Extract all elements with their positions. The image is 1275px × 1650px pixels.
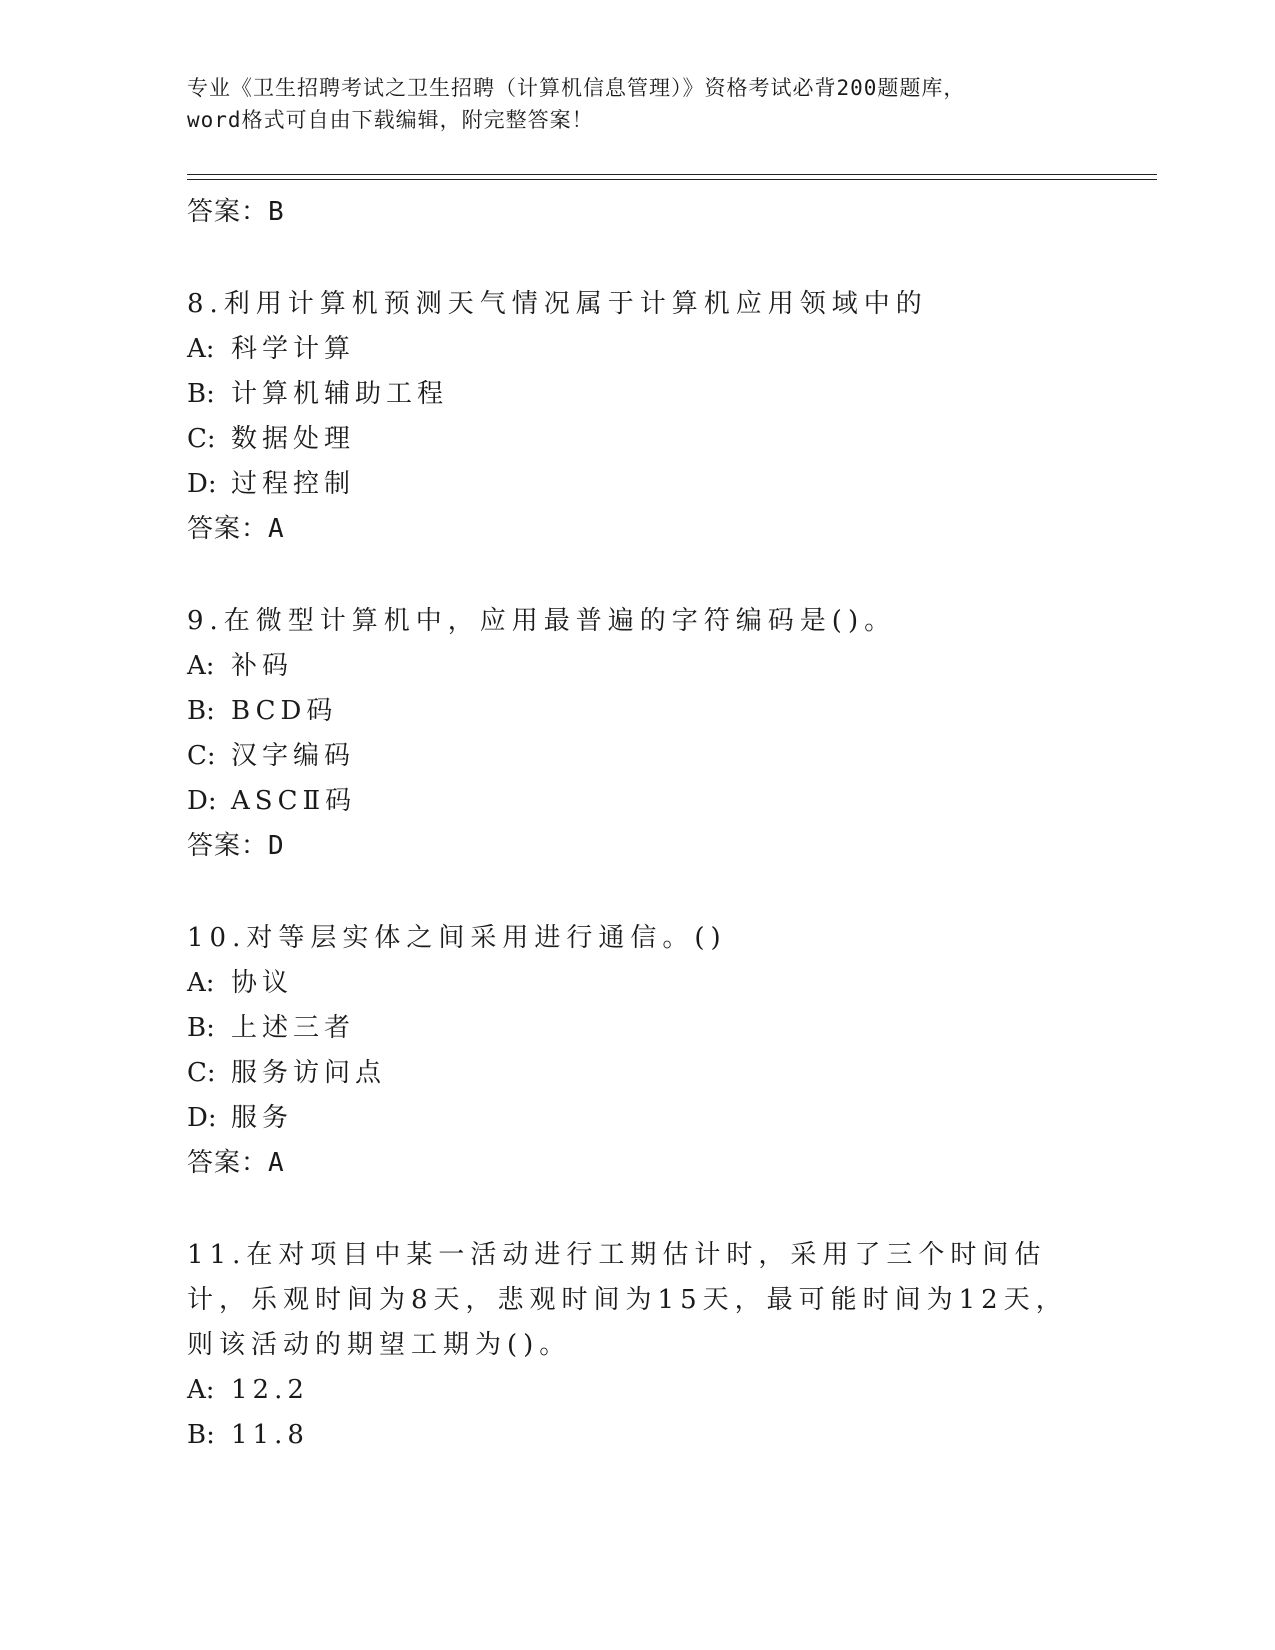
option-b xyxy=(187,1413,1087,1458)
spacer xyxy=(187,551,1087,599)
option-letter: B: xyxy=(187,379,215,409)
option-letter: D: xyxy=(187,469,217,499)
option-d xyxy=(187,1096,1087,1141)
question-text: 8.利用计算机预测天气情况属于计算机应用领域中的 xyxy=(187,289,928,319)
option-a xyxy=(187,644,1087,689)
option-letter: A: xyxy=(187,968,215,998)
header-divider-top xyxy=(187,174,1157,175)
option-text: 数据处理 xyxy=(231,424,356,454)
option-letter: A: xyxy=(187,1375,215,1405)
answer-line: 答案：A xyxy=(187,1148,285,1178)
question-text: 10.对等层实体之间采用进行通信。() xyxy=(187,923,727,953)
option-text: BCD码 xyxy=(231,696,338,726)
option-text: 上述三者 xyxy=(231,1013,356,1043)
answer-line: 答案：B xyxy=(187,197,285,227)
question-text: 9.在微型计算机中，应用最普遍的字符编码是()。 xyxy=(187,606,897,636)
option-d xyxy=(187,779,1087,824)
question-block xyxy=(187,916,1087,1185)
spacer xyxy=(187,1185,1087,1233)
option-text: ASCⅡ码 xyxy=(231,786,357,816)
question-block xyxy=(187,1233,1087,1458)
answer-line: 答案：A xyxy=(187,514,285,544)
header-line-2: word格式可自由下载编辑，附完整答案！ xyxy=(187,108,594,132)
option-text: 补码 xyxy=(231,651,294,681)
spacer xyxy=(187,234,1087,282)
header-line-1: 专业《卫生招聘考试之卫生招聘（计算机信息管理）》资格考试必背200题题库， xyxy=(187,76,966,100)
option-letter: D: xyxy=(187,786,217,816)
option-c xyxy=(187,734,1087,779)
option-letter: B: xyxy=(187,1013,215,1043)
option-text: 科学计算 xyxy=(231,334,356,364)
option-b xyxy=(187,1006,1087,1051)
option-text: 汉字编码 xyxy=(231,741,356,771)
option-letter: B: xyxy=(187,1420,215,1450)
option-a xyxy=(187,961,1087,1006)
option-text: 11.8 xyxy=(231,1420,309,1450)
option-b xyxy=(187,372,1087,417)
option-b xyxy=(187,689,1087,734)
question-text: 11.在对项目中某一活动进行工期估计时，采用了三个时间估计，乐观时间为8天，悲观时间为15天，最可能时间为12天，则该活动的期望工期为()。 xyxy=(187,1240,1068,1360)
option-c xyxy=(187,1051,1087,1096)
option-a xyxy=(187,327,1087,372)
option-text: 12.2 xyxy=(231,1375,309,1405)
option-d xyxy=(187,462,1087,507)
option-text: 过程控制 xyxy=(231,469,356,499)
option-text: 协议 xyxy=(231,968,294,998)
option-letter: C: xyxy=(187,741,216,771)
option-letter: D: xyxy=(187,1103,217,1133)
option-letter: C: xyxy=(187,1058,216,1088)
answer-line: 答案：D xyxy=(187,831,285,861)
option-text: 服务 xyxy=(231,1103,294,1133)
option-text: 服务访问点 xyxy=(231,1058,387,1088)
spacer xyxy=(187,868,1087,916)
option-letter: B: xyxy=(187,696,215,726)
question-block xyxy=(187,282,1087,551)
document-header xyxy=(187,72,1087,136)
question-list xyxy=(187,190,1087,1458)
option-letter: A: xyxy=(187,334,215,364)
option-c xyxy=(187,417,1087,462)
option-letter: C: xyxy=(187,424,216,454)
question-block xyxy=(187,599,1087,868)
option-text: 计算机辅助工程 xyxy=(231,379,449,409)
option-letter: A: xyxy=(187,651,215,681)
header-divider-bottom xyxy=(187,179,1157,180)
option-a xyxy=(187,1368,1087,1413)
